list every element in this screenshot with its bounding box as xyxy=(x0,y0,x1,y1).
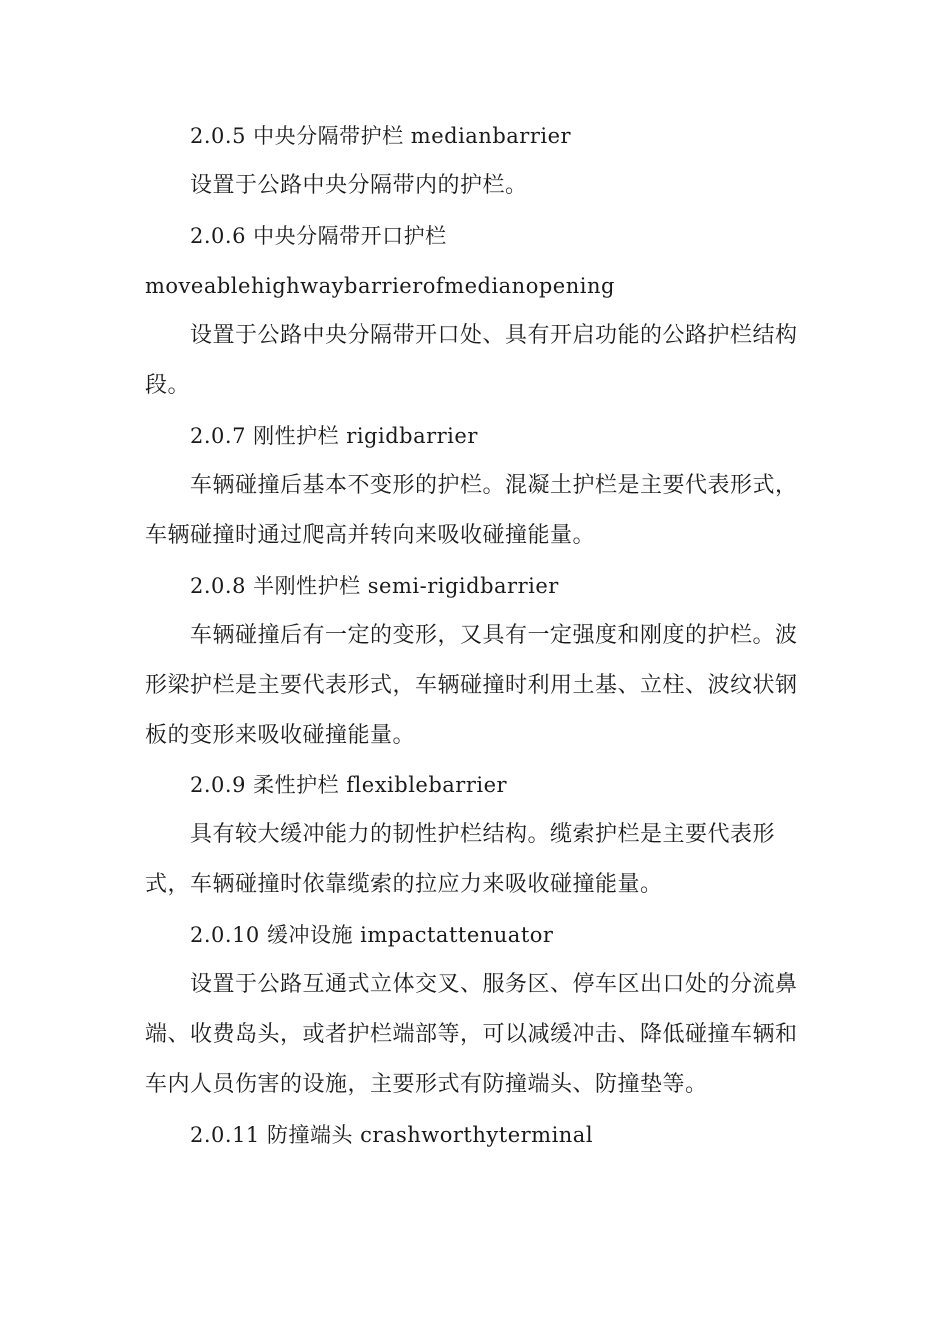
term-2-0-5-definition: 设置于公路中央分隔带内的护栏。 xyxy=(190,173,528,198)
term-2-0-9-definition-line-1: 具有较大缓冲能力的韧性护栏结构。缆索护栏是主要代表形 xyxy=(190,822,776,847)
term-2-0-7-definition-line-1: 车辆碰撞后基本不变形的护栏。混凝土护栏是主要代表形式， xyxy=(190,473,798,498)
term-2-0-6-definition-line-2: 段。 xyxy=(145,373,191,398)
term-2-0-10-heading: 2.0.10 缓冲设施 impactattenuator xyxy=(190,923,554,947)
term-2-0-9-heading: 2.0.9 柔性护栏 flexiblebarrier xyxy=(190,773,508,797)
term-2-0-7-definition-line-2: 车辆碰撞时通过爬高并转向来吸收碰撞能量。 xyxy=(145,523,596,548)
term-2-0-10-definition-line-2: 端、收费岛头，或者护栏端部等，可以减缓冲击、降低碰撞车辆和 xyxy=(145,1022,798,1047)
term-2-0-8-heading: 2.0.8 半刚性护栏 semi-rigidbarrier xyxy=(190,574,559,598)
term-2-0-10-definition-line-1: 设置于公路互通式立体交叉、服务区、停车区出口处的分流鼻 xyxy=(190,972,798,997)
term-2-0-8-definition-line-2: 形梁护栏是主要代表形式，车辆碰撞时利用土基、立柱、波纹状钢 xyxy=(145,673,798,698)
term-2-0-8-definition-line-3: 板的变形来吸收碰撞能量。 xyxy=(145,723,416,748)
term-2-0-6-definition-line-1: 设置于公路中央分隔带开口处、具有开启功能的公路护栏结构 xyxy=(190,323,798,348)
term-2-0-7-heading: 2.0.7 刚性护栏 rigidbarrier xyxy=(190,424,478,448)
term-2-0-11-heading: 2.0.11 防撞端头 crashworthyterminal xyxy=(190,1123,594,1147)
term-2-0-8-definition-line-1: 车辆碰撞后有一定的变形，又具有一定强度和刚度的护栏。波 xyxy=(190,623,798,648)
term-2-0-9-definition-line-2: 式，车辆碰撞时依靠缆索的拉应力来吸收碰撞能量。 xyxy=(145,872,663,897)
term-2-0-5-heading: 2.0.5 中央分隔带护栏 medianbarrier xyxy=(190,124,572,148)
term-2-0-6-english: moveablehighwaybarrierofmedianopening xyxy=(145,274,615,298)
term-2-0-10-definition-line-3: 车内人员伤害的设施，主要形式有防撞端头、防撞垫等。 xyxy=(145,1072,708,1097)
term-2-0-6-heading: 2.0.6 中央分隔带开口护栏 xyxy=(190,224,447,248)
